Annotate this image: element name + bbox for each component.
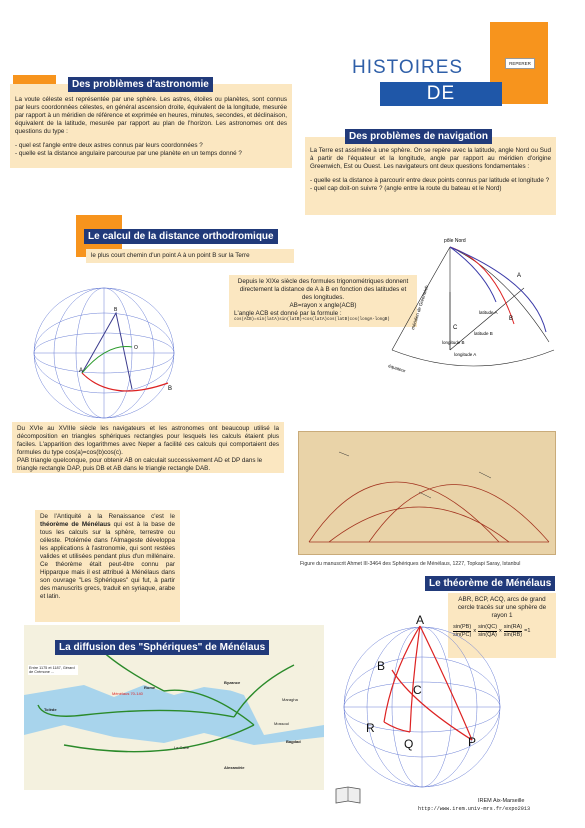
- map-label-bagdad: Bagdad: [286, 739, 301, 744]
- navigation-box: [305, 137, 556, 215]
- astronomie-q1: - quel est l'angle entre deux astres connus par leurs coordonnées ?: [15, 142, 203, 150]
- map-label-caire: Le Caire: [174, 745, 190, 750]
- menelaus-label-c: C: [413, 683, 422, 697]
- astronomie-text: La voute céleste est représentée par une sphère. Les astres, étoiles ou planètes, sont connus par leurs coordonnées célestes, en général ascension droite, équivalent de la longitude, mesurée par rapport à un méridien de référence et exprimée en heures, minutes, secondes, et déclinaison, équivalent de la latitude, mesurée par rapport au plan de l'horizon. Les astronomes ont des questions du type :: [15, 96, 287, 136]
- map-label-alexandrie: Alexandrie: [224, 765, 245, 770]
- globe-label-c: C: [453, 325, 458, 331]
- menelaus-label-a: A: [416, 613, 425, 627]
- decomposition-text: Du XVIe au XVIIIe siècle les navigateurs et les astronomes ont beaucoup utilisé la décomposition en triangles sphériques rectangles pour lesquels les calculs étaient plus faciles. L'apparition des logarithmes avec Neper a facilité ces calculs qui comportaient des formules du type cos(a)=cos(b)cos(c).: [17, 425, 279, 457]
- menelaus-times1: x: [473, 628, 477, 635]
- footer-org: IREM Aix-Marseille: [478, 798, 525, 804]
- orthodromie-subtitle: [86, 249, 294, 263]
- menelaus-globe-diagram: [332, 612, 507, 792]
- small-globe-label-o: O: [134, 345, 138, 351]
- map-label-rome: Rome: [144, 685, 156, 690]
- latitude-a-label: latitude A: [479, 310, 498, 315]
- menelaus-n2: sin(QC): [478, 624, 497, 632]
- greenwich-label: méridien de Greenwich: [410, 284, 430, 331]
- menelaus-text: ABR, BCP, ACQ, arcs de grand cercle tracés sur une sphère de rayon 1: [457, 596, 547, 620]
- astronomie-box: [10, 84, 292, 168]
- orthodromie-formula: cos(ACB)=sin(latA)sin(latB)+cos(latA)cos(latB)cos(longA-longB): [234, 318, 390, 323]
- equateur-label: équateur: [387, 363, 407, 374]
- antiquite-p2: qui est à la base de tous les calculs sur la sphère, terrestre ou céleste. Ptolémée dans l'Almageste développa les applications à l'astronomie, qui sont restées valides et utilisées pendant plus d'un millénaire. Ce théorème était peut-être connu par Hipparque mais il est attribué à Ménélaus dans son ouvrage "Les Sphériques" qui fut, à partir des manuscrits grecs, traduit en syriaque, arabe et latin.: [40, 521, 175, 601]
- reperer-tag: REPERER: [505, 58, 535, 69]
- book-icon: [334, 785, 362, 805]
- menelaus-eq: =1: [524, 628, 531, 635]
- navigation-text: La Terre est assimilée à une sphère. On se repère avec la latitude, angle Nord ou Sud à partir de l'équateur et la longitude, angle par rapport au méridien d'origine Greenwich, Est ou Ouest. Les navigateurs ont deux questions fondamentales :: [310, 147, 551, 171]
- orthodromie-ab: AB=rayon x angle(ACB): [289, 302, 357, 310]
- map-label-tolede: Tolède: [44, 707, 57, 712]
- map-legend: Entre 1175 et 1187, Gérard de Crémone ...: [28, 665, 78, 675]
- orthodromie-text: Depuis le XIXe siècle des formules trigonométriques donnent directement la distance de A à B en fonction des latitudes et des longitudes.: [237, 278, 409, 302]
- small-globe-label-b: B: [114, 307, 118, 313]
- map-label-menelaus: Ménélaus 70-140: [112, 691, 143, 696]
- menelaus-label-q: Q: [404, 737, 414, 751]
- menelaus-d1: sin(PC): [453, 632, 472, 639]
- pole-label: pôle Nord: [444, 238, 466, 244]
- antiquite-bold: théorème de Ménélaus: [40, 521, 111, 529]
- manuscript-drawing: [299, 432, 557, 556]
- menelaus-d2: sin(QA): [478, 632, 497, 639]
- menelaus-label-r: R: [366, 721, 375, 735]
- title-line1: HISTOIRES: [352, 57, 464, 78]
- manuscript-image: [298, 431, 556, 555]
- globe-label-b: B: [509, 316, 514, 322]
- globe-label-a: A: [517, 273, 522, 279]
- orthodromie-angle: L'angle ACB est donné par la formule :: [234, 310, 342, 318]
- menelaus-d3: sin(RB): [503, 632, 523, 639]
- longitude-a-label: longitude A: [454, 352, 477, 357]
- astronomie-q2: - quelle est la distance angulaire parcourue par une planète en un temps donné ?: [15, 150, 242, 158]
- navigation-q2: - quel cap doit-on suivre ? (angle entre la route du bateau et le Nord): [310, 185, 502, 193]
- small-globe-label-a: A: [79, 368, 84, 374]
- astronomie-heading: Des problèmes d'astronomie: [68, 77, 213, 92]
- decomposition-box: [12, 422, 284, 473]
- menelaus-n1: sin(PB): [453, 624, 471, 632]
- small-globe-label-bb: B: [168, 386, 173, 392]
- map-label-byzance: Byzance: [224, 680, 241, 685]
- longitude-b-label: longitude B: [442, 340, 465, 345]
- diffusion-heading: La diffusion des "Sphériques" de Ménélaus: [55, 640, 269, 655]
- manuscript-caption: Figure du manuscrit Ahmet III-3464 des Sphériques de Ménélaus, 1227, Topkapi Saray, Istanbul: [300, 561, 521, 567]
- antiquite-box: [35, 510, 180, 622]
- antiquite-p1: De l'Antiquité à la Renaissance c'est le: [40, 513, 175, 520]
- navigation-q1: - quelle est la distance à parcourir entre deux points connus par latitude et longitude ?: [310, 177, 550, 185]
- menelaus-label-b: B: [377, 659, 386, 673]
- orthodromie-subtitle-text: le plus court chemin d'un point A à un point B sur la Terre: [91, 252, 250, 259]
- navigation-heading: Des problèmes de navigation: [345, 129, 492, 144]
- small-globe-diagram: [22, 283, 197, 423]
- menelaus-n3: sin(RA): [504, 624, 522, 632]
- title-line2: DE SPHERES: [380, 82, 502, 106]
- orthodromie-heading: Le calcul de la distance orthodromique: [84, 229, 278, 244]
- menelaus-heading: Le théorème de Ménélaus: [425, 576, 555, 591]
- map-label-mossoul: Mossoul: [274, 721, 289, 726]
- latitude-b-label: latitude B: [474, 331, 493, 336]
- footer-url[interactable]: http://www.irem.univ-mrs.fr/expo2013: [418, 806, 531, 812]
- menelaus-label-p: P: [468, 735, 477, 749]
- map-label-maragha: Maragha: [282, 697, 298, 702]
- coordinate-globe-diagram: [384, 232, 564, 407]
- menelaus-times2: x: [499, 628, 502, 635]
- decomposition-text2: PAB triangle quelconque, pour obtenir AB on calculait successivement AD et DP dans le triangle rectangle DAP, puis DB et AB dans le triangle rectangle DAB.: [17, 457, 263, 473]
